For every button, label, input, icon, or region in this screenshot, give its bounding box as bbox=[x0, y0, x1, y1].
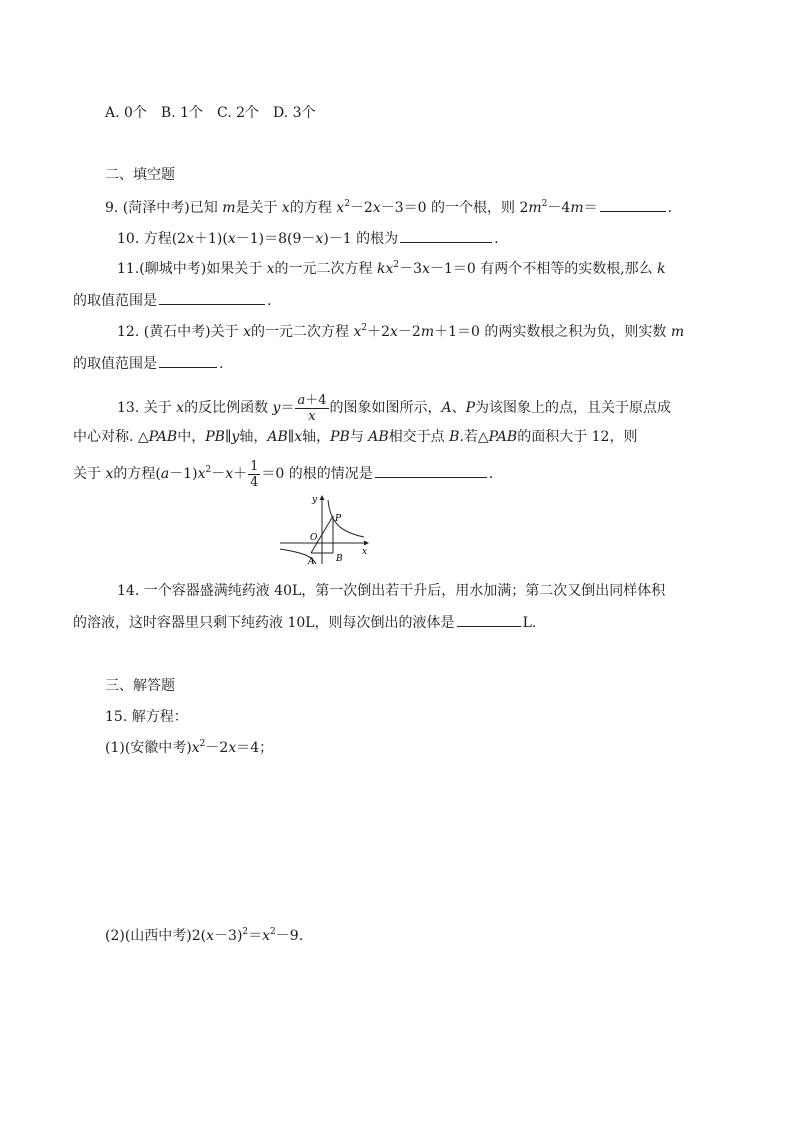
q13-text: 的面积大于 12，则 bbox=[517, 429, 638, 445]
q13-text: 相交于点 bbox=[388, 429, 450, 445]
question-14-line-1: 14. 一个容器盛满纯药液 40L，第一次倒出若干升后，用水加满；第二次又倒出同样体积 bbox=[117, 583, 666, 599]
q11-text: 11.(聊城中考)如果关于 bbox=[117, 261, 267, 277]
q11-var-kx: kx bbox=[377, 261, 394, 277]
q12-text: 的取值范围是 bbox=[73, 356, 157, 372]
q13-text: .若△ bbox=[459, 429, 489, 445]
graph-x-axis-arrow bbox=[364, 541, 369, 546]
q11-var-x: x bbox=[422, 261, 430, 277]
q13-var-a: a bbox=[297, 392, 306, 408]
graph-label-B: B bbox=[336, 554, 343, 564]
q12-var-x: x bbox=[390, 324, 398, 340]
question-15-part-2 bbox=[105, 926, 303, 946]
q15-1-var-x: x bbox=[191, 740, 200, 756]
q13-text: ＝0 的根的情况是 bbox=[261, 466, 373, 482]
q13-segment-PB: PB bbox=[330, 429, 350, 445]
q13-fraction-numerator: 1 bbox=[250, 458, 259, 474]
q12-text: . bbox=[219, 356, 224, 372]
q11-text: . bbox=[267, 293, 272, 309]
q9-var-x: x bbox=[336, 200, 345, 216]
q9-text: 是关于 bbox=[235, 200, 282, 216]
q13-text: 轴， bbox=[302, 429, 331, 445]
question-13-line-3 bbox=[73, 454, 493, 494]
q10-var-x: x bbox=[227, 231, 236, 247]
q9-var-m: m bbox=[570, 200, 584, 216]
q13-text: 的反比例函数 bbox=[184, 400, 273, 416]
q10-var-x: x bbox=[186, 231, 194, 247]
q12-text: ＋1＝0 的两实数根之积为负，则实数 bbox=[434, 324, 671, 340]
q11-text: －3 bbox=[399, 261, 423, 277]
q13-var-x: x bbox=[176, 400, 185, 416]
q9-answer-blank[interactable] bbox=[600, 197, 666, 212]
q13-var-x: x bbox=[197, 466, 206, 482]
graph-label-y: y bbox=[312, 495, 318, 505]
q13-var-x: x bbox=[105, 466, 114, 482]
q13-text: ∥ bbox=[287, 429, 295, 445]
section-title-solutions: 三、解答题 bbox=[105, 678, 175, 694]
q12-var-x: x bbox=[243, 324, 251, 340]
q12-text: 的一元二次方程 bbox=[251, 324, 354, 340]
q11-var-x: x bbox=[266, 261, 275, 277]
q10-answer-blank[interactable] bbox=[400, 228, 492, 243]
q13-segment-AB: AB bbox=[267, 429, 288, 445]
q13-text: 的方程( bbox=[113, 466, 161, 482]
q15-1-text: ＝4； bbox=[236, 740, 274, 756]
q13-var-y: y bbox=[231, 429, 240, 445]
section-title-fill-in: 二、填空题 bbox=[105, 167, 175, 183]
q9-text: . bbox=[667, 200, 673, 216]
q14-unit: L. bbox=[522, 615, 537, 631]
q13-segment-AB: AB bbox=[368, 429, 389, 445]
question-13-line-2 bbox=[73, 427, 637, 447]
q13-var-x: x bbox=[308, 408, 316, 424]
q9-text: ＝ bbox=[583, 200, 598, 216]
question-12-line-2 bbox=[73, 353, 223, 374]
q13-text: 中心对称. △ bbox=[73, 429, 149, 445]
q12-answer-blank[interactable] bbox=[159, 353, 217, 368]
q13-point-P: P bbox=[465, 400, 476, 416]
question-9 bbox=[105, 197, 672, 218]
q13-fraction-denominator: 4 bbox=[250, 474, 259, 490]
q9-var-m: m bbox=[222, 200, 236, 216]
q15-1-text: (1)(安徽中考) bbox=[105, 740, 192, 756]
q9-var-m: m bbox=[528, 200, 542, 216]
q12-var-m: m bbox=[420, 324, 435, 340]
q9-var-x: x bbox=[372, 200, 381, 216]
q15-2-exponent: 2 bbox=[242, 927, 249, 937]
q15-2-text: ＝ bbox=[248, 928, 263, 944]
q9-text: －3＝0 的一个根，则 2 bbox=[380, 200, 529, 216]
q13-text: . bbox=[488, 466, 494, 482]
q14-text: 的溶液，这时容器里只剩下纯药液 10L，则每次倒出的液体是 bbox=[73, 615, 455, 631]
q13-text: 与 bbox=[349, 429, 369, 445]
q14-answer-blank[interactable] bbox=[457, 612, 521, 627]
q10-var-x: x bbox=[315, 231, 324, 247]
q15-2-var-x: x bbox=[262, 928, 271, 944]
question-12-line-1 bbox=[117, 322, 684, 342]
q13-hyperbola-graph bbox=[276, 492, 372, 568]
q13-text: 为该图象上的点，且关于原点成 bbox=[475, 400, 672, 416]
q15-2-exponent: 2 bbox=[270, 927, 276, 937]
q13-text: 、 bbox=[451, 400, 466, 416]
q10-text: )－1 的根为 bbox=[323, 231, 399, 247]
q9-text: －4 bbox=[547, 200, 571, 216]
q9-text: 9. (菏泽中考)已知 bbox=[105, 200, 223, 216]
q13-point-B: B bbox=[449, 429, 460, 445]
q13-var-x: x bbox=[294, 429, 303, 445]
q13-fraction-numerator bbox=[295, 393, 328, 409]
q13-text: －1) bbox=[169, 466, 198, 482]
q10-text: . bbox=[494, 231, 499, 247]
q9-text: －2 bbox=[349, 200, 373, 216]
q13-triangle-name: PAB bbox=[148, 429, 178, 445]
q10-text: 10. 方程(2 bbox=[117, 231, 187, 247]
q13-fraction bbox=[295, 393, 328, 424]
q11-answer-blank[interactable] bbox=[159, 290, 265, 305]
q13-fraction-denominator bbox=[295, 409, 328, 424]
q15-2-text: (2)(山西中考)2( bbox=[105, 928, 207, 944]
q12-exponent: 2 bbox=[361, 323, 368, 333]
q13-var-x: x bbox=[225, 466, 234, 482]
question-14-line-2 bbox=[73, 612, 536, 633]
graph-label-P: P bbox=[335, 514, 342, 524]
question-15-part-1 bbox=[105, 738, 273, 758]
q8-options: A. 0个 B. 1个 C. 2个 D. 3个 bbox=[105, 105, 316, 121]
q11-text: －1＝0 有两个不相等的实数根,那么 bbox=[429, 261, 658, 277]
q10-text: －1)＝8(9－ bbox=[235, 231, 316, 247]
q12-text: －2 bbox=[397, 324, 421, 340]
question-10 bbox=[117, 228, 499, 249]
q15-2-text: －3) bbox=[214, 928, 243, 944]
q13-text: 关于 bbox=[73, 466, 106, 482]
q13-fraction-quarter bbox=[248, 459, 260, 490]
q13-text: 轴， bbox=[239, 429, 268, 445]
question-13-line-1 bbox=[117, 388, 671, 428]
question-11-line-1 bbox=[117, 259, 666, 279]
q12-var-m: m bbox=[670, 324, 685, 340]
q13-text: － bbox=[211, 466, 226, 482]
q15-2-var-x: x bbox=[206, 928, 215, 944]
question-15-title: 15. 解方程： bbox=[105, 709, 188, 725]
q12-text: 12. (黄石中考)关于 bbox=[117, 324, 244, 340]
graph-label-A: A bbox=[308, 557, 315, 567]
q9-exponent: 2 bbox=[541, 199, 548, 209]
q15-1-var-x: x bbox=[228, 740, 237, 756]
q10-text: ＋1)( bbox=[194, 231, 228, 247]
q13-text: ＝ bbox=[280, 400, 295, 416]
q12-var-x: x bbox=[353, 324, 362, 340]
q11-text: 的一元二次方程 bbox=[274, 261, 377, 277]
graph-y-axis-arrow bbox=[320, 495, 325, 500]
q11-exponent: 2 bbox=[393, 260, 400, 270]
graph-label-x: x bbox=[362, 547, 368, 557]
q15-1-text: －2 bbox=[205, 740, 229, 756]
q15-2-text: －9. bbox=[275, 928, 304, 944]
q9-text: 的方程 bbox=[289, 200, 337, 216]
q13-segment-PB: PB bbox=[205, 429, 225, 445]
q13-text: 中， bbox=[177, 429, 206, 445]
q9-exponent: 2 bbox=[344, 199, 350, 209]
q13-point-A: A bbox=[441, 400, 452, 416]
q13-var-a: a bbox=[160, 466, 170, 482]
question-11-line-2 bbox=[73, 290, 271, 311]
q13-text: 的图象如图所示， bbox=[329, 400, 442, 416]
q13-text: 13. 关于 bbox=[117, 400, 177, 416]
q9-var-x: x bbox=[281, 200, 290, 216]
q13-exponent: 2 bbox=[205, 465, 212, 475]
q15-1-exponent: 2 bbox=[199, 739, 206, 749]
q13-text: ∥ bbox=[224, 429, 232, 445]
q13-var-y: y bbox=[272, 400, 281, 416]
q13-answer-blank[interactable] bbox=[375, 463, 487, 478]
q11-text: 的取值范围是 bbox=[73, 293, 157, 309]
q13-triangle-name: PAB bbox=[488, 429, 518, 445]
q13-text: ＋4 bbox=[305, 392, 327, 408]
graph-label-O: O bbox=[310, 533, 318, 543]
q11-var-k: k bbox=[657, 261, 666, 277]
q12-text: ＋2 bbox=[367, 324, 391, 340]
q13-text: ＋ bbox=[233, 466, 248, 482]
